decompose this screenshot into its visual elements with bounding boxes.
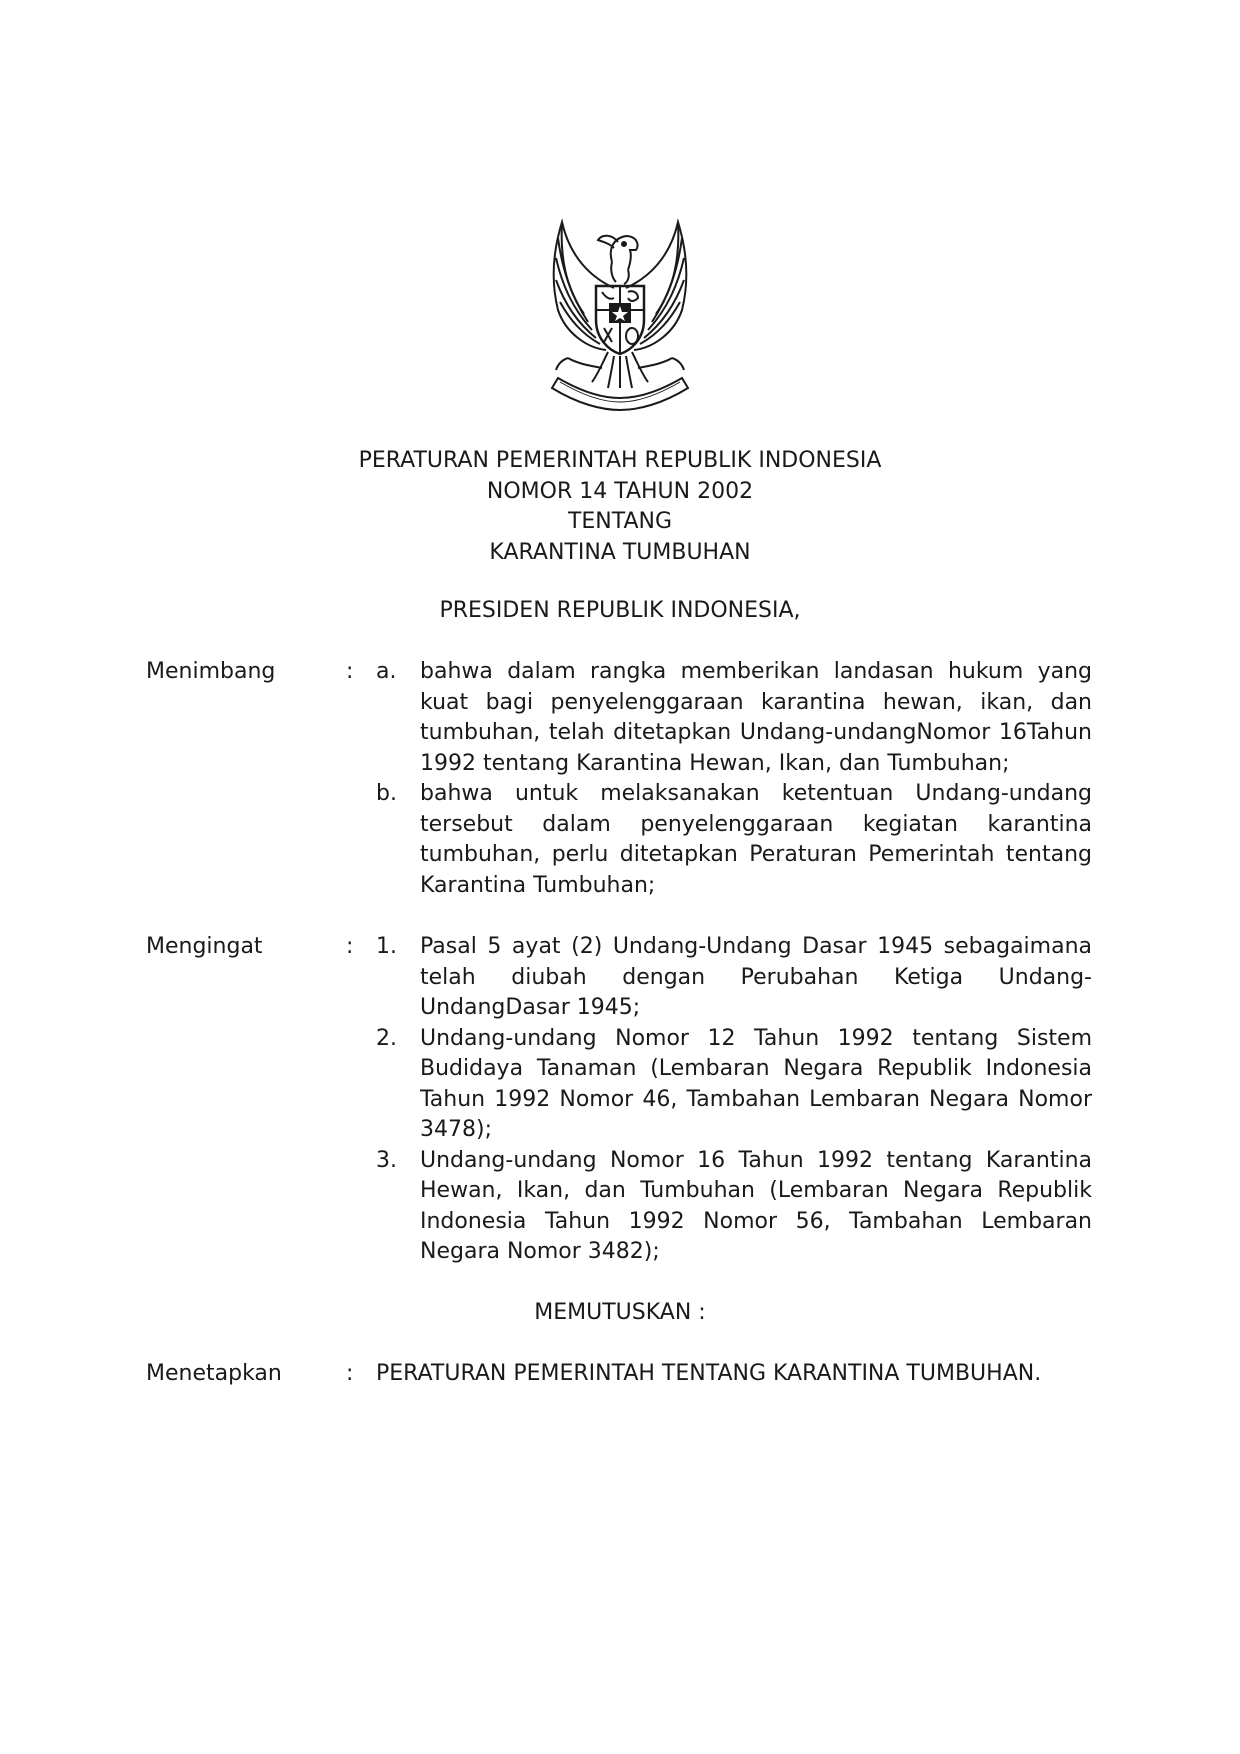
item-marker: 1. — [376, 934, 397, 959]
mengingat-label: Mengingat — [146, 934, 263, 959]
item-marker: 3. — [376, 1147, 397, 1173]
menetapkan-label: Menetapkan — [146, 1361, 282, 1386]
title-line-1: PERATURAN PEMERINTAH REPUBLIK INDONESIA — [358, 448, 882, 473]
mengingat-item-2 — [376, 1024, 1092, 1146]
regulation-title — [0, 446, 1240, 568]
menetapkan-value: PERATURAN PEMERINTAH TENTANG KARANTINA TUMBUHAN. — [376, 1361, 1042, 1386]
title-line-2: NOMOR 14 TAHUN 2002 — [486, 478, 754, 504]
item-marker: 2. — [376, 1025, 397, 1051]
item-text: bahwa untuk melaksanakan ketentuan Undang-undang tersebut dalam penyelenggaraan kegiatan karantina tumbuhan, perlu ditetapkan Peraturan Pemerintah tentang Karantina Tumbuhan; — [420, 781, 1092, 898]
item-text: bahwa dalam rangka memberikan landasan hukum yang kuat bagi penyelenggaraan karantina hewan, ikan, dan tumbuhan, telah ditetapkan Undang-undangNomor 16Tahun 1992 tentang Karantina Hewan, Ikan, dan Tumbuhan; — [420, 659, 1092, 776]
item-text: Undang-undang Nomor 12 Tahun 1992 tentang Sistem Budidaya Tanaman (Lembaran Negara Republik Indonesia Tahun 1992 Nomor 46, Tambahan Lembaran Negara Nomor 3478); — [420, 1025, 1092, 1142]
mengingat-item-1 — [376, 932, 1092, 1024]
mengingat-colon: : — [346, 934, 354, 959]
item-marker: b. — [376, 781, 397, 806]
menetapkan-colon: : — [346, 1361, 354, 1386]
title-line-4: KARANTINA TUMBUHAN — [489, 539, 751, 565]
title-line-3: TENTANG — [567, 509, 673, 534]
menimbang-colon: : — [346, 659, 354, 684]
presiden-heading: PRESIDEN REPUBLIK INDONESIA, — [439, 598, 801, 623]
mengingat-item-3 — [376, 1146, 1092, 1268]
menimbang-section — [146, 657, 1096, 901]
menimbang-label: Menimbang — [146, 659, 276, 684]
item-text: Pasal 5 ayat (2) Undang-Undang Dasar 1945 sebagaimana telah diubah dengan Perubahan Ketiga Undang-UndangDasar 1945; — [420, 934, 1092, 1020]
item-text: Undang-undang Nomor 16 Tahun 1992 tentang Karantina Hewan, Ikan, dan Tumbuhan (Lembaran Negara Republik Indonesia Tahun 1992 Nomor 56, Tambahan Lembaran Negara Nomor 3482); — [420, 1147, 1092, 1264]
menimbang-item-a — [376, 657, 1092, 779]
menimbang-item-b — [376, 779, 1092, 901]
memutuskan-heading: MEMUTUSKAN : — [534, 1300, 706, 1325]
garuda-pancasila-emblem — [532, 218, 708, 414]
mengingat-section — [146, 932, 1096, 1268]
item-marker: a. — [376, 659, 397, 684]
